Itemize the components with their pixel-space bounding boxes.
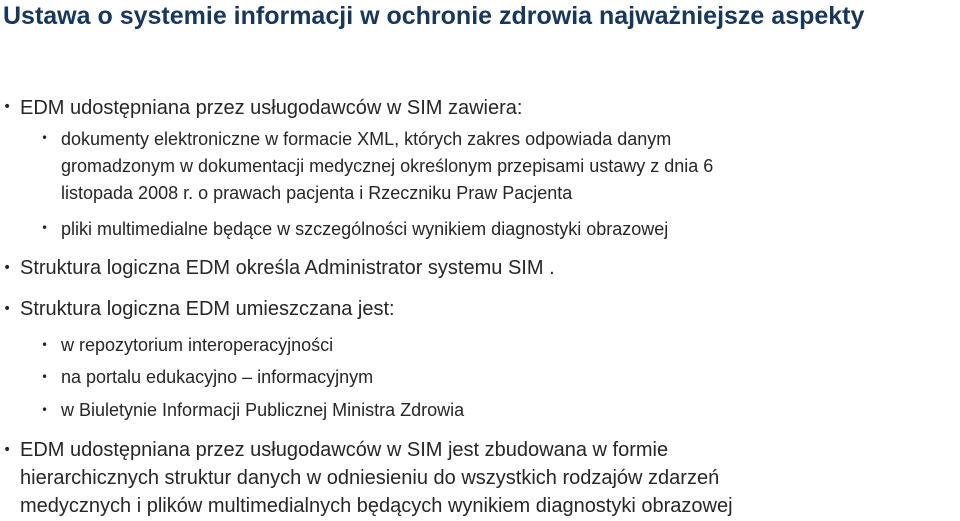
bullet-text-line: dokumenty elektroniczne w formacie XML, których zakres odpowiada danym (61, 129, 672, 149)
bullet-icon: • (3, 301, 12, 317)
bullet-text: pliki multimedialne będące w szczególności wynikiem diagnostyki obrazowej (61, 219, 669, 239)
bullet-text: Struktura logiczna EDM określa Administrator systemu SIM . (20, 257, 555, 279)
bullet-text: Struktura logiczna EDM umieszczana jest: (20, 298, 395, 320)
bullet-icon: • (3, 442, 12, 458)
bullet-icon: • (3, 260, 12, 276)
bullet-text-line: medycznych i plików multimedialnych będących wynikiem diagnostyki obrazowej (20, 495, 733, 517)
bullet-text-line: EDM udostępniana przez usługodawców w SIM jest zbudowana w formie (20, 439, 669, 461)
slide-title: Ustawa o systemie informacji w ochronie zdrowia najważniejsze aspekty (3, 2, 865, 30)
bullet-text-line: listopada 2008 r. o prawach pacjenta i Rzeczniku Praw Pacjenta (61, 183, 573, 203)
bullet-text: w Biuletynie Informacji Publicznej Ministra Zdrowia (61, 400, 465, 420)
bullet-text: w repozytorium interoperacyjności (61, 335, 334, 355)
bullet-icon: • (41, 221, 49, 235)
bullet-icon: • (41, 370, 49, 384)
bullet-text: na portalu edukacyjno – informacyjnym (61, 367, 374, 387)
bullet-text-line: gromadzonym w dokumentacji medycznej określonym przepisami ustawy z dnia 6 (61, 156, 714, 176)
bullet-icon: • (41, 338, 49, 352)
bullet-text-line: hierarchicznych struktur danych w odniesieniu do wszystkich rodzajów zdarzeń (20, 467, 720, 489)
bullet-icon: • (41, 131, 49, 145)
bullet-icon: • (41, 403, 49, 417)
bullet-text: EDM udostępniana przez usługodawców w SIM zawiera: (20, 97, 523, 119)
bullet-icon: • (3, 99, 12, 115)
